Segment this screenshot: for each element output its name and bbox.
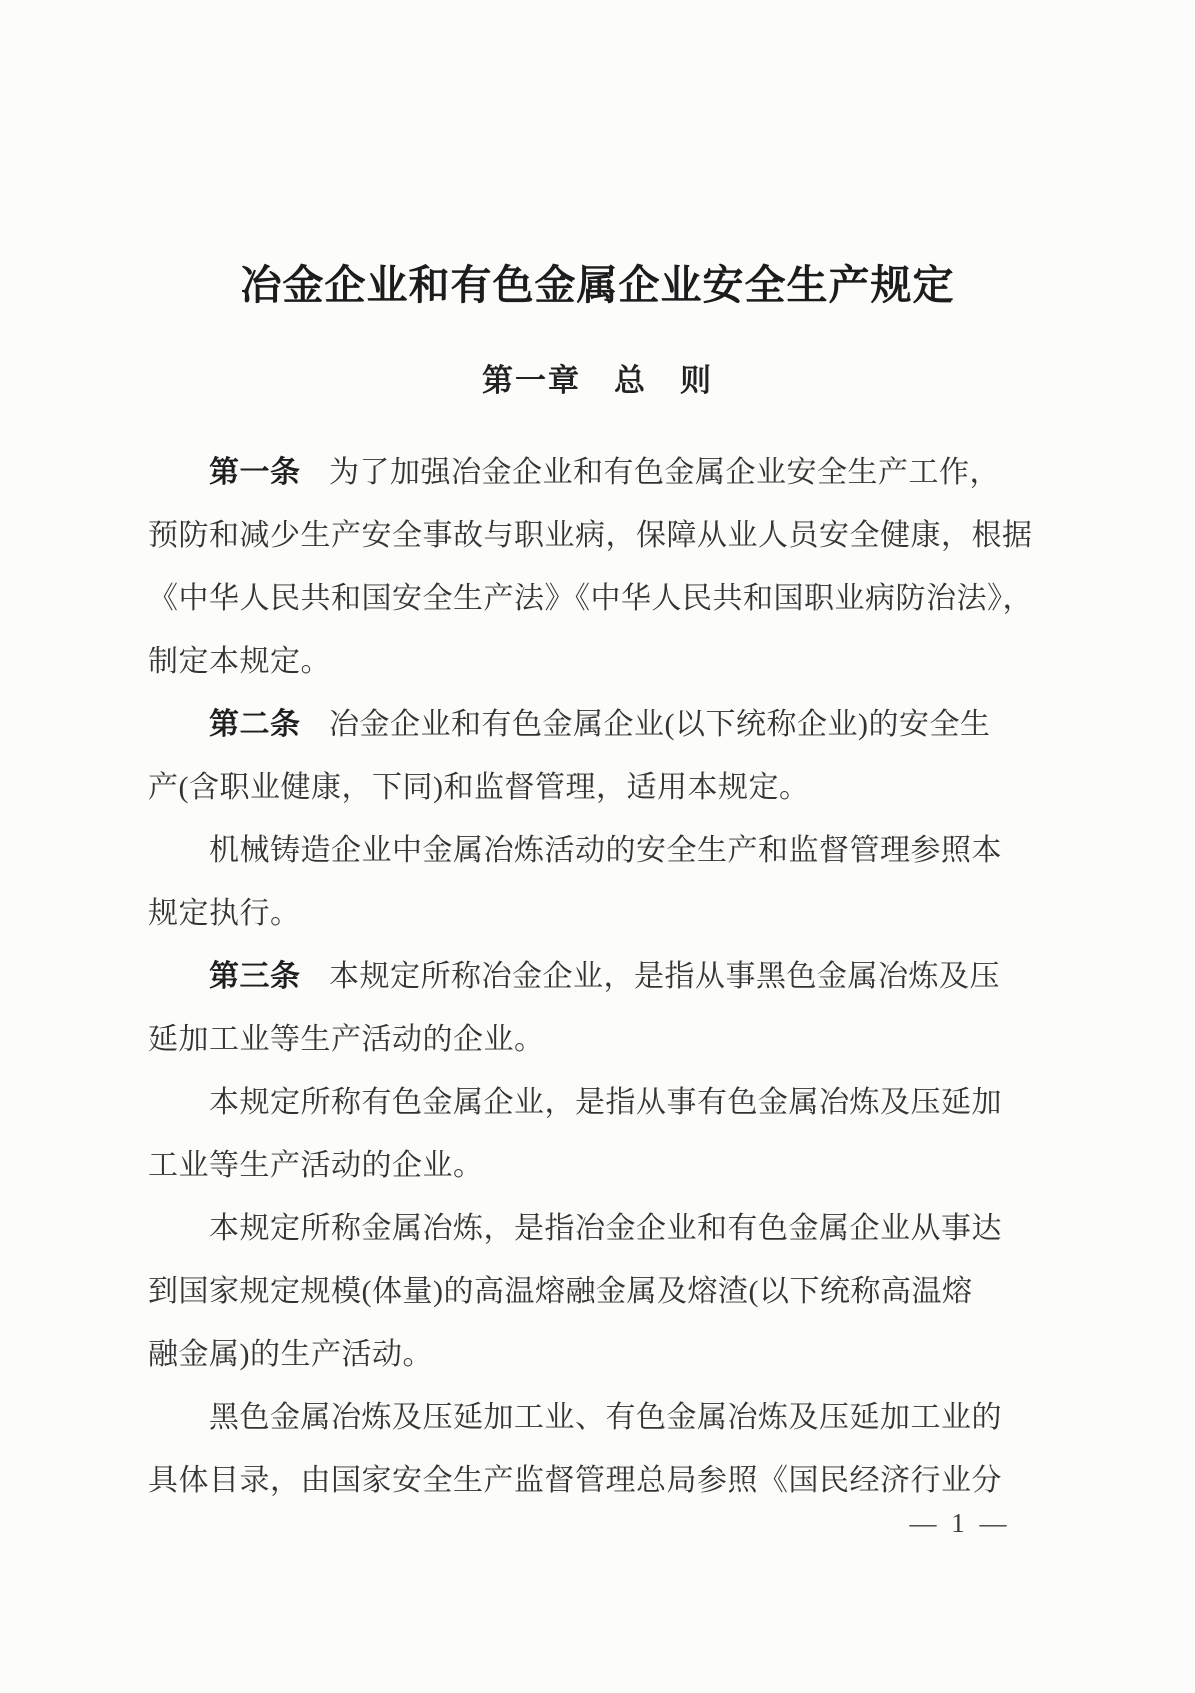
body-line <box>148 567 1047 630</box>
body-text: 融金属)的生产活动。 <box>148 1338 433 1371</box>
body-line <box>148 630 1047 693</box>
body-text: 为了加强冶金企业和有色金属企业安全生产工作， <box>329 456 1000 489</box>
body-line <box>148 1260 1047 1323</box>
body-text: 具体目录，由国家安全生产监督管理总局参照《国民经济行业分 <box>148 1464 1002 1497</box>
body-text: 制定本规定。 <box>148 645 331 678</box>
body-text: 本规定所称金属冶炼，是指冶金企业和有色金属企业从事达 <box>209 1212 1002 1245</box>
body-line <box>148 1134 1047 1197</box>
body-text: 黑色金属冶炼及压延加工业、有色金属冶炼及压延加工业的 <box>209 1401 1002 1434</box>
body-line <box>148 819 1047 882</box>
body-text: 产(含职业健康，下同)和监督管理，适用本规定。 <box>148 771 810 804</box>
body-text: 《中华人民共和国安全生产法》《中华人民共和国职业病防治法》， <box>148 582 1033 615</box>
body-line <box>148 1386 1047 1449</box>
body-text: 冶金企业和有色金属企业(以下统称企业)的安全生 <box>329 708 991 741</box>
page-number: — 1 — <box>909 1508 1011 1538</box>
chapter-heading: 第一章 总 则 <box>482 363 713 398</box>
article-number: 第二条 <box>209 708 301 741</box>
body-line <box>148 1071 1047 1134</box>
body-line <box>148 945 1047 1008</box>
document-title: 冶金企业和有色金属企业安全生产规定 <box>240 262 955 308</box>
body-line <box>148 1197 1047 1260</box>
body-text: 预防和减少生产安全事故与职业病，保障从业人员安全健康，根据 <box>148 519 1033 552</box>
body-text: 本规定所称有色金属企业，是指从事有色金属冶炼及压延加 <box>209 1086 1002 1119</box>
body-text: 延加工业等生产活动的企业。 <box>148 1023 545 1056</box>
body-text: 规定执行。 <box>148 897 301 930</box>
body-line <box>148 693 1047 756</box>
body-line <box>148 441 1047 504</box>
body-line <box>148 1449 1047 1512</box>
body-line <box>148 504 1047 567</box>
body-text: 机械铸造企业中金属冶炼活动的安全生产和监督管理参照本 <box>209 834 1002 867</box>
body-text: 工业等生产活动的企业。 <box>148 1149 484 1182</box>
article-number: 第三条 <box>209 960 301 993</box>
body-text: 到国家规定规模(体量)的高温熔融金属及熔渣(以下统称高温熔 <box>148 1275 973 1308</box>
document-body <box>0 441 1195 1512</box>
body-line <box>148 1008 1047 1071</box>
body-line <box>148 1323 1047 1386</box>
article-number: 第一条 <box>209 456 301 489</box>
body-line <box>148 756 1047 819</box>
body-text: 本规定所称冶金企业，是指从事黑色金属冶炼及压 <box>329 960 1000 993</box>
body-line <box>148 882 1047 945</box>
